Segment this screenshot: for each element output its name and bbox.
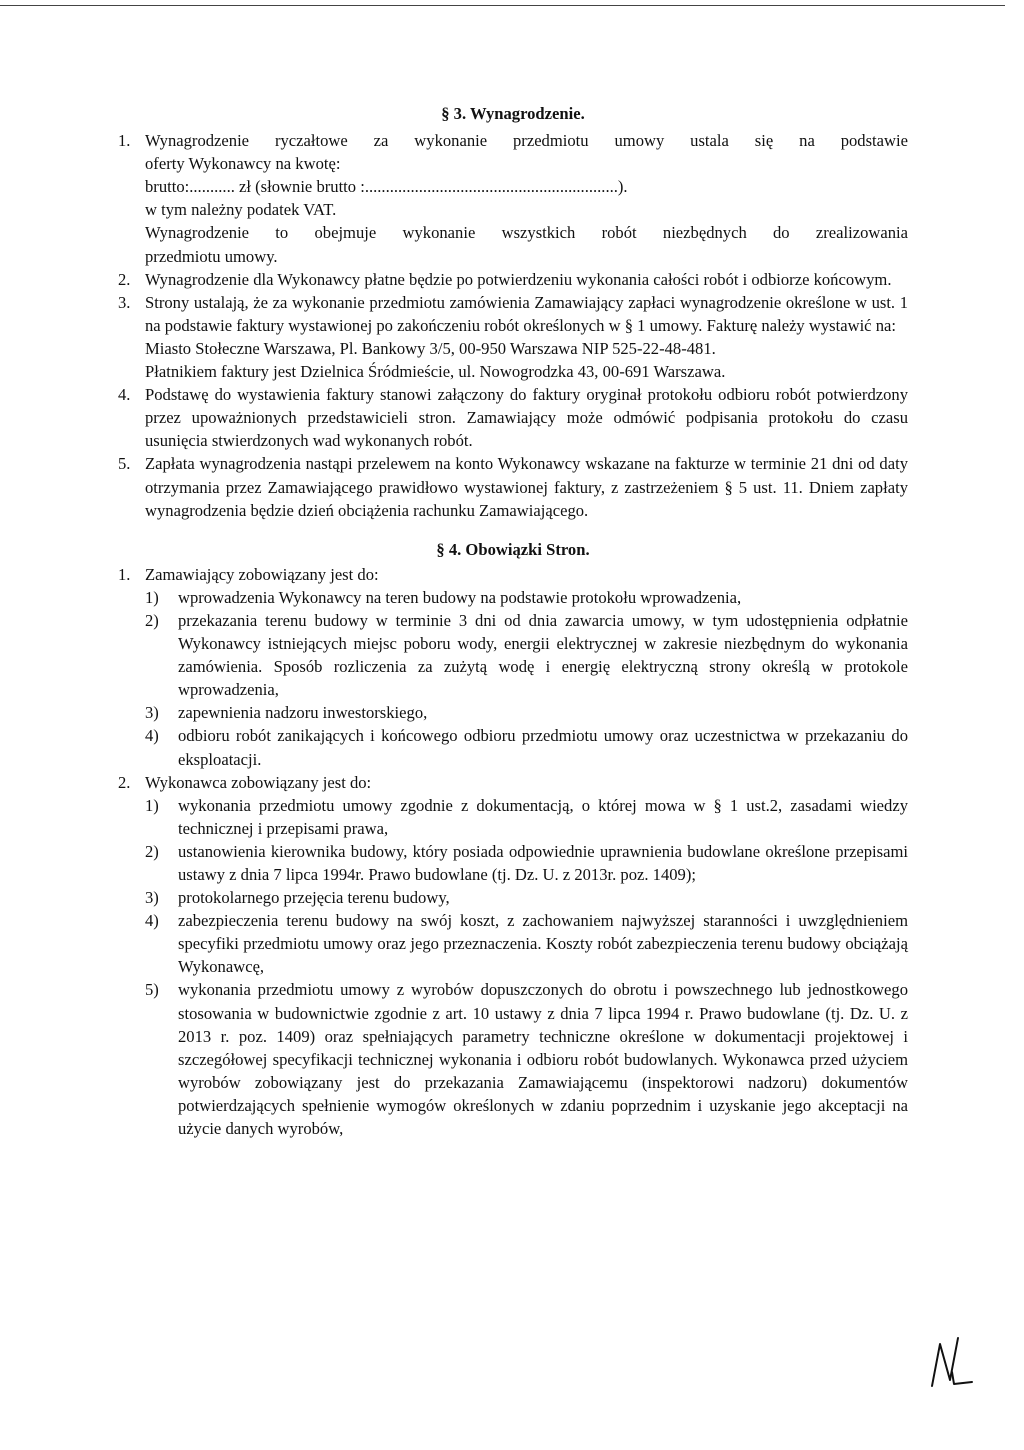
payer-line: Płatnikiem faktury jest Dzielnica Śródmieście, ul. Nowogrodzka 43, 00-691 Warszawa. [145, 362, 726, 382]
list-item [118, 840, 908, 886]
list-item-text: wprowadzenia Wykonawcy na teren budowy na podstawie protokołu wprowadzenia, [178, 587, 742, 607]
section-4-paragraph-2 [118, 771, 908, 794]
paragraph-number: 1. [118, 131, 131, 151]
list-item-text: odbioru robót zanikających i końcowego odbioru przedmiotu umowy oraz uczestnictwa w przekazaniu do eksploatacji. [178, 726, 908, 769]
section-3-title: § 3. Wynagrodzenie. [441, 104, 585, 123]
list-item-text: zapewnienia nadzoru inwestorskiego, [178, 703, 428, 723]
paragraph-text: Zapłata wynagrodzenia nastąpi przelewem na konto Wykonawcy wskazane na fakturze w terminie 21 dni od daty otrzymania przez Zamawiającego prawidłowo wystawionej faktury, z zastrzeżeniem § 5 ust. 11. Dniem zapłaty wynagrodzenia będzie dzień obciążenia rachunku Zamawiającego. [145, 454, 908, 520]
paragraph-number: 5. [118, 454, 131, 474]
section-3-paragraph-5 [118, 452, 908, 521]
list-item-number: 1) [145, 795, 159, 815]
list-item-number: 1) [145, 587, 159, 607]
section-4-paragraph-1 [118, 563, 908, 586]
paragraph-intro: Zamawiający zobowiązany jest do: [145, 564, 379, 584]
section-3-paragraph-1 [118, 129, 908, 268]
paragraph-line: brutto:........... zł (słownie brutto :.............................................................). [145, 177, 628, 197]
paragraph-line: Wynagrodzenie ryczałtowe za wykonanie przedmiotu umowy ustala się na podstawie [145, 131, 908, 151]
list-item [118, 794, 908, 840]
list-item-text: wykonania przedmiotu umowy z wyrobów dopuszczonych do obrotu i powszechnego lub jednostkowego stosowania w budownictwie zgodnie z art. 10 ustawy z dnia 7 lipca 1994 r. Prawo budowlane (tj. Dz. U. z 2013 r. poz. 1409) oraz spełniających parametry techniczne określone w dokumentacji projektowej i szczegółowej specyfikacji technicznej wykonania i odbioru robót budowlanych. Wykonawca przed użyciem wyrobów zobowiązany jest do przekazania Zamawiającemu (inspektorowi nadzoru) dokumentów potwierdzających spełnienie wymogów określonych w zdaniu poprzednim i uzyskanie jego akceptacji na użycie danych wyrobów, [178, 980, 908, 1139]
list-item [118, 886, 908, 909]
paragraph-line: oferty Wykonawcy na kwotę: [145, 154, 341, 174]
list-item-number: 2) [145, 841, 159, 861]
list-item [118, 609, 908, 701]
list-item-number: 4) [145, 911, 159, 931]
section-3-paragraph-3 [118, 291, 908, 383]
paragraph-line: przedmiotu umowy. [145, 246, 278, 266]
list-item-number: 3) [145, 888, 159, 908]
paragraph-number: 4. [118, 385, 131, 405]
paragraph-number: 1. [118, 564, 131, 584]
paragraph-text: Wynagrodzenie dla Wykonawcy płatne będzie po potwierdzeniu wykonania całości robót i odbiorze końcowym. [145, 269, 892, 289]
paragraph-intro: Wykonawca zobowiązany jest do: [145, 772, 372, 792]
list-item-text: ustanowienia kierownika budowy, który posiada odpowiednie uprawnienia budowlane określone przepisami ustawy z dnia 7 lipca 1994r. Prawo budowlane (tj. Dz. U. z 2013r. poz. 1409); [178, 841, 908, 884]
list-item-number: 4) [145, 726, 159, 746]
paragraph-line: Wynagrodzenie to obejmuje wykonanie wszystkich robót niezbędnych do zrealizowania [145, 223, 908, 243]
list-item-number: 2) [145, 610, 159, 630]
list-item-text: przekazania terenu budowy w terminie 3 dni od dnia zawarcia umowy, w tym udostępnienia odpłatnie Wykonawcy istniejących miejsc poboru wody, energii elektrycznej w zakresie niezbędnym do wykonania zamówienia. Sposób rozliczenia za zużytą wodę i energię elektryczną strony określą w protokole wprowadzenia, [178, 610, 908, 700]
section-3-paragraph-2 [118, 268, 908, 291]
list-item [118, 909, 908, 978]
section-4-title: § 4. Obowiązki Stron. [436, 539, 590, 559]
list-item-text: zabezpieczenia terenu budowy na swój koszt, z zachowaniem najwyższej staranności i uwzględnieniem specyfiki przedmiotu umowy oraz jego przeznaczenia. Koszty robót zabezpieczenia terenu budowy obciążają Wykonawcę, [178, 911, 908, 977]
paragraph-line: w tym należny podatek VAT. [145, 200, 337, 220]
list-item-number: 3) [145, 703, 159, 723]
list-item-number: 5) [145, 980, 159, 1000]
paragraph-text: Strony ustalają, że za wykonanie przedmiotu zamówienia Zamawiający zapłaci wynagrodzenie określone w ust. 1 na podstawie faktury wystawionej po zakończeniu robót określonych w § 1 umowy. Fakturę należy wystawić na: [145, 292, 908, 335]
list-item [118, 701, 908, 724]
paragraph-text: Podstawę do wystawienia faktury stanowi załączony do faktury oryginał protokołu odbioru robót potwierdzony przez upoważnionych przedstawicieli stron. Zamawiający może odmówić podpisania protokołu do czasu usunięcia stwierdzonych wad wykonanych robót. [145, 385, 908, 451]
paragraph-number: 2. [118, 772, 131, 792]
invoice-address-line: Miasto Stołeczne Warszawa, Pl. Bankowy 3/5, 00-950 Warszawa NIP 525-22-48-481. [145, 338, 716, 358]
list-item [118, 978, 908, 1140]
section-3-paragraph-4 [118, 383, 908, 452]
list-item-text: protokolarnego przejęcia terenu budowy, [178, 888, 450, 908]
list-item-text: wykonania przedmiotu umowy zgodnie z dokumentacją, o której mowa w § 1 ust.2, zasadami wiedzy technicznej i przepisami prawa, [178, 795, 908, 838]
top-border-line [0, 5, 1005, 6]
paragraph-number: 2. [118, 269, 131, 289]
list-item [118, 586, 908, 609]
paragraph-number: 3. [118, 292, 131, 312]
list-item [118, 724, 908, 770]
document-content [118, 102, 908, 1140]
handwritten-signature [928, 1332, 976, 1390]
